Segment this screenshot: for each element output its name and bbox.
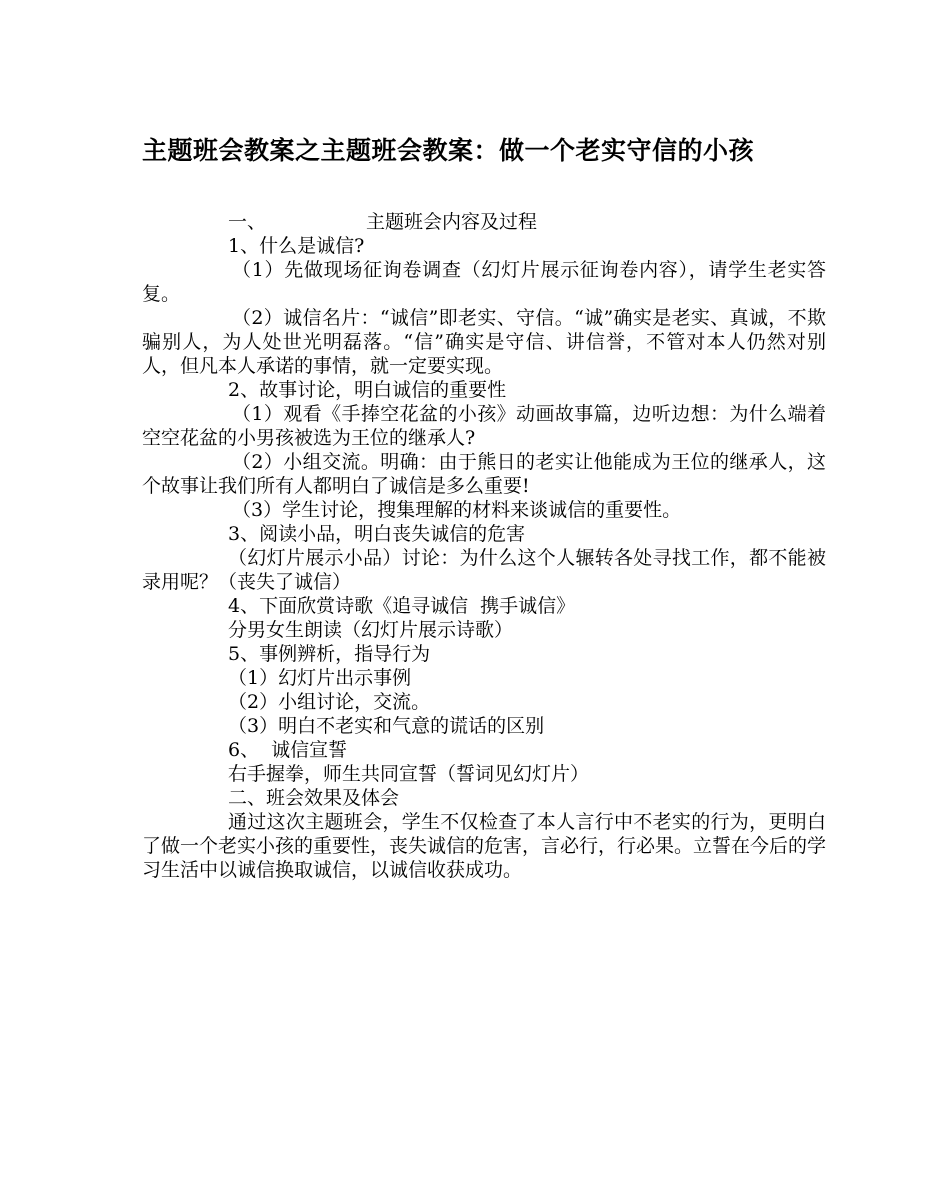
section-title: 主题班会内容及过程 <box>366 211 538 233</box>
paragraph-q4: 4、下面欣赏诗歌《追寻诚信 携手诚信》 <box>228 595 576 617</box>
paragraph-q2: 2、故事讨论，明白诚信的重要性 <box>228 379 507 401</box>
section-number: 一、 <box>228 211 267 233</box>
paragraph-q2-1: （1）观看《手捧空花盆的小孩》动画故事篇，边听边想：为什么端着空空花盆的小男孩被选为王位的继承人? <box>142 403 826 449</box>
paragraph-q4-1: 分男女生朗读（幻灯片展示诗歌） <box>228 619 514 641</box>
section-heading-2: 二、班会效果及体会 <box>228 787 400 809</box>
paragraph-q6: 6、 诚信宣誓 <box>228 739 348 761</box>
paragraph-q3-1: （幻灯片展示小品）讨论：为什么这个人辗转各处寻找工作，都不能被录用呢？（丧失了诚信） <box>142 547 826 593</box>
document-body <box>142 210 826 882</box>
paragraph-q1-2: （2）诚信名片：“诚信”即老实、守信。“诚”确实是老实、真诚，不欺骗别人，为人处世光明磊落。“信”确实是守信、讲信誉，不管对本人仍然对别人，但凡本人承诺的事情，就一定要实现。 <box>142 307 826 377</box>
paragraph-q5-2: （2）小组讨论，交流。 <box>228 691 431 713</box>
paragraph-q3: 3、阅读小品，明白丧失诚信的危害 <box>228 523 526 545</box>
paragraph-q2-3: （3）学生讨论，搜集理解的材料来谈诚信的重要性。 <box>232 499 682 521</box>
document-title: 主题班会教案之主题班会教案：做一个老实守信的小孩 <box>142 136 755 165</box>
paragraph-q2-2: （2）小组交流。明确：由于熊日的老实让他能成为王位的继承人，这个故事让我们所有人都明白了诚信是多么重要! <box>142 451 826 497</box>
paragraph-q6-1: 右手握拳，师生共同宣誓（誓词见幻灯片） <box>228 763 590 785</box>
paragraph-conclusion: 通过这次主题班会，学生不仅检查了本人言行中不老实的行为，更明白了做一个老实小孩的重要性，丧失诚信的危害，言必行，行必果。立誓在今后的学习生活中以诚信换取诚信，以诚信收获成功。 <box>142 811 827 881</box>
section-heading-1 <box>142 210 826 234</box>
paragraph-q1-1: （1）先做现场征询卷调查（幻灯片展示征询卷内容），请学生老实答复。 <box>142 259 826 305</box>
paragraph-q5: 5、事例辨析，指导行为 <box>228 643 431 665</box>
paragraph-q5-1: （1）幻灯片出示事例 <box>228 667 412 689</box>
paragraph-q5-3: （3）明白不老实和气意的谎话的区别 <box>228 715 545 737</box>
paragraph-q1: 1、什么是诚信? <box>228 235 365 257</box>
